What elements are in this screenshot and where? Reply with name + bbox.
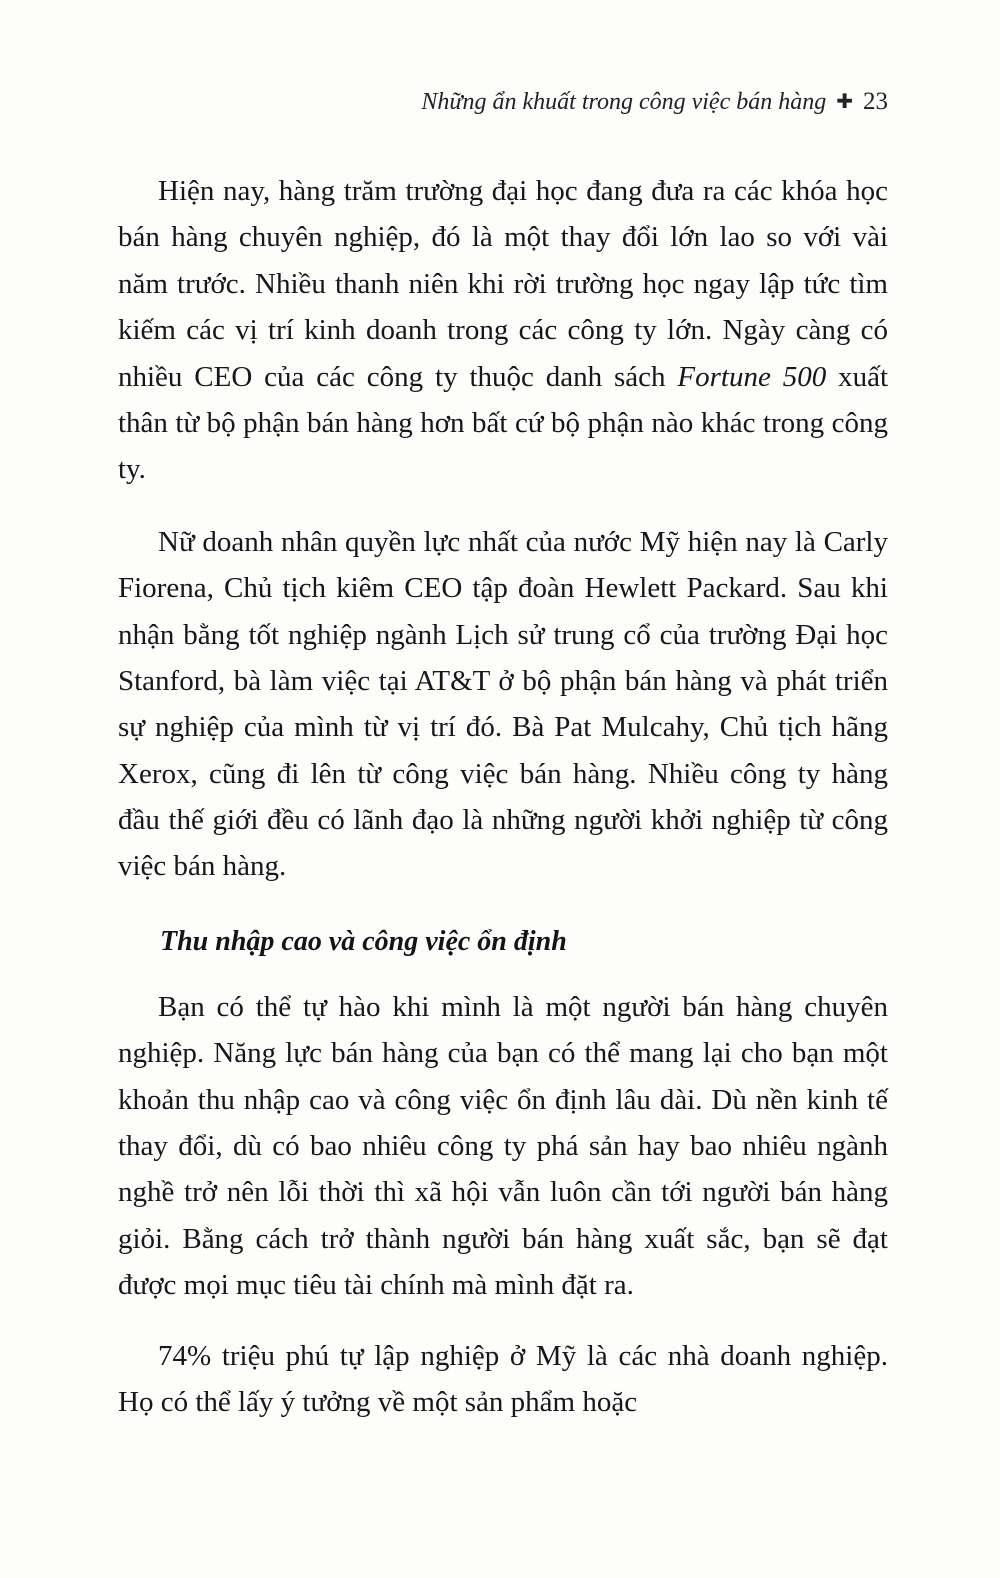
paragraph-millionaires: 74% triệu phú tự lập nghiệp ở Mỹ là các nhà doanh nghiệp. Họ có thể lấy ý tưởng về một sản phẩm hoặc <box>118 1339 888 1418</box>
paragraph-universities-text-post: xuất thân từ bộ phận bán hàng hơn bất cứ bộ phận nào khác trong công ty. <box>118 360 889 486</box>
fortune-500-italic: Fortune 500 <box>677 360 827 393</box>
paragraph-universities-text-pre: Hiện nay, hàng trăm trường đại học đang đưa ra các khóa học bán hàng chuyên nghiệp, đó là một thay đổi lớn lao so với vài năm trước. Nhiều thanh niên khi rời trường học ngay lập tức tìm kiếm các vị trí kinh doanh trong các công ty lớn. Ngày càng có nhiều CEO của các công ty thuộc danh sách <box>118 175 888 393</box>
paragraph-executives: Nữ doanh nhân quyền lực nhất của nước Mỹ hiện nay là Carly Fiorena, Chủ tịch kiêm CEO tập đoàn Hewlett Packard. Sau khi nhận bằng tốt nghiệp ngành Lịch sử trung cổ của trường Đại học Stanford, bà làm việc tại AT&T ở bộ phận bán hàng và phát triển sự nghiệp của mình từ vị trí đó. Bà Pat Mulcahy, Chủ tịch hãng Xerox, cũng đi lên từ công việc bán hàng. Nhiều công ty hàng đầu thế giới đều có lãnh đạo là những người khởi nghiệp từ công việc bán hàng. <box>118 525 888 883</box>
cross-separator-icon: ✚ <box>836 91 853 113</box>
paragraph-universities <box>118 168 888 493</box>
text-block <box>118 88 888 1425</box>
paragraph-income: Bạn có thể tự hào khi mình là một người bán hàng chuyên nghiệp. Năng lực bán hàng của bạn có thể mang lại cho bạn một khoản thu nhập cao và công việc ổn định lâu dài. Dù nền kinh tế thay đổi, dù có bao nhiêu công ty phá sản hay bao nhiêu ngành nghề trở nên lỗi thời thì xã hội vẫn luôn cần tới người bán hàng giỏi. Bằng cách trở thành người bán hàng xuất sắc, bạn sẽ đạt được mọi mục tiêu tài chính mà mình đặt ra. <box>118 990 888 1302</box>
running-title: Những ẩn khuất trong công việc bán hàng <box>421 89 827 115</box>
page-number: 23 <box>863 88 888 115</box>
running-head <box>118 88 888 116</box>
section-heading-income: Thu nhập cao và công việc ổn định <box>160 925 567 957</box>
